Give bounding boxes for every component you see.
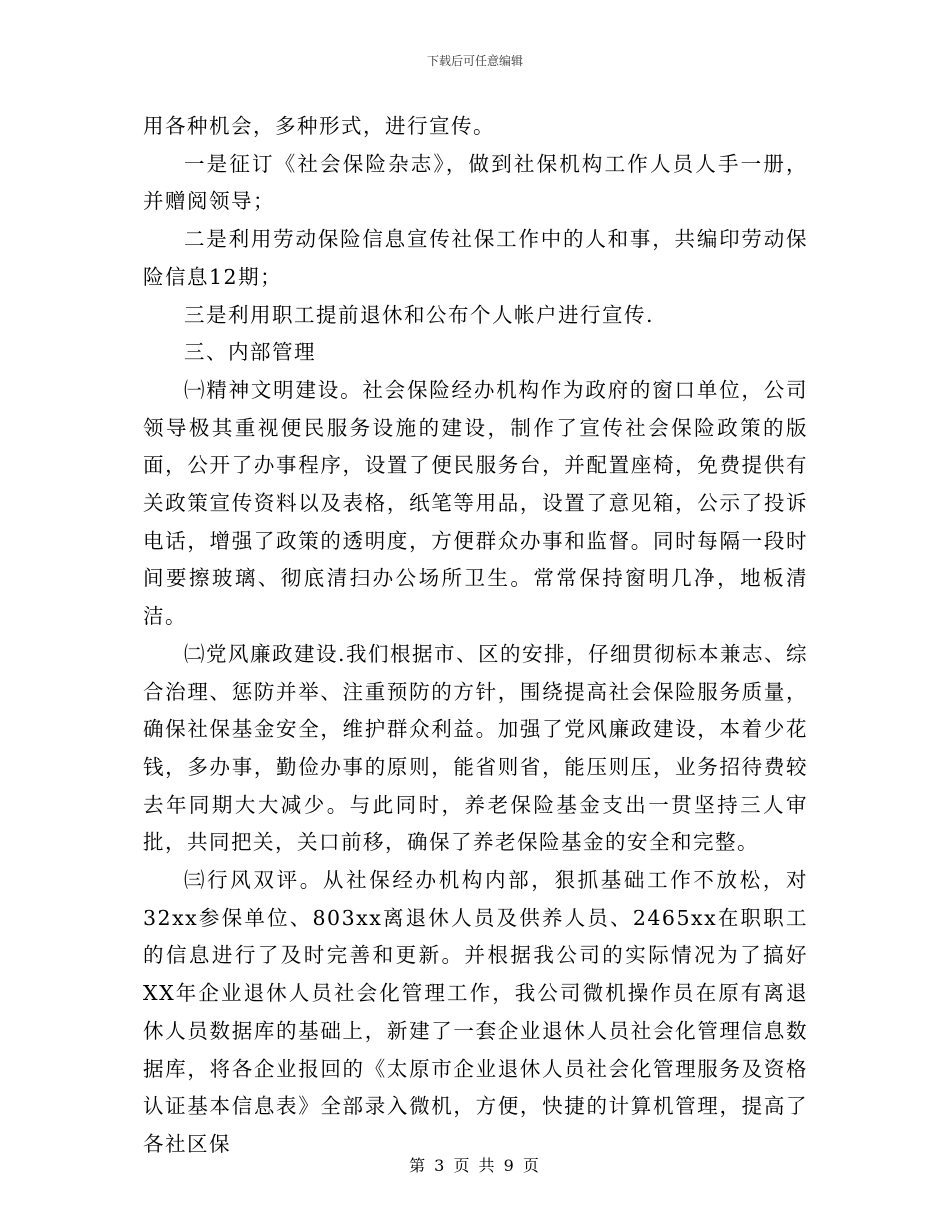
paragraph-continuation: 用各种机会，多种形式，进行宣传。 [143,114,495,138]
document-body [143,108,808,1164]
paragraph-item-one: 一是征订《社会保险杂志》，做到社保机构工作人员人手一册，并赠阅领导； [143,151,808,214]
paragraph-spiritual-civilization: ㈠精神文明建设。社会保险经办机构作为政府的窗口单位，公司领导极其重视便民服务设施的建设，制作了宣传社会保险政策的版面，公开了办事程序，设置了便民服务台，并配置座椅，免费提供有关政策宣传资料以及表格，纸笔等用品，设置了意见箱，公示了投诉电话，增强了政策的透明度，方便群众办事和监督。同时每隔一段时间要擦玻璃、彻底清扫办公场所卫生。常常保持窗明几净，地板清洁。 [143,377,808,629]
paragraph-party-integrity: ㈡党风廉政建设.我们根据市、区的安排，仔细贯彻标本兼志、综合治理、惩防并举、注重预防的方针，围绕提高社会保险服务质量，确保社保基金安全，维护群众利益。加强了党风廉政建设，本着少花钱，多办事，勤俭办事的原则，能省则省，能压则压，业务招待费较去年同期大大减少。与此同时，养老保险基金支出一贯坚持三人审批，共同把关，关口前移，确保了养老保险基金的安全和完整。 [143,641,809,855]
paragraph-item-three: 三是利用职工提前退休和公布个人帐户进行宣传. [184,302,655,327]
paragraph-item-two: 二是利用劳动保险信息宣传社保工作中的人和事，共编印劳动保险信息12期； [143,227,808,289]
page-number: 第 3 页 共 9 页 [409,1156,541,1175]
paragraph-conduct-evaluation: ㈢行风双评。从社保经办机构内部，狠抓基础工作不放松，对32xx参保单位、803xx离退休人员及供养人员、2465xx在职职工的信息进行了及时完善和更新。并根据我公司的实际情况为了搞好XX年企业退休人员社会化管理工作，我公司微机操作员在原有离退休人员数据库的基础上，新建了一套企业退休人员社会化管理信息数据库，将各企业报回的《太原市企业退休人员社会化管理服务及资格认证基本信息表》全部录入微机，方便，快捷的计算机管理，提高了各社区保 [143,868,808,1156]
section-heading: 三、内部管理 [184,340,316,365]
header-note: 下载后可任意编辑 [426,54,523,68]
